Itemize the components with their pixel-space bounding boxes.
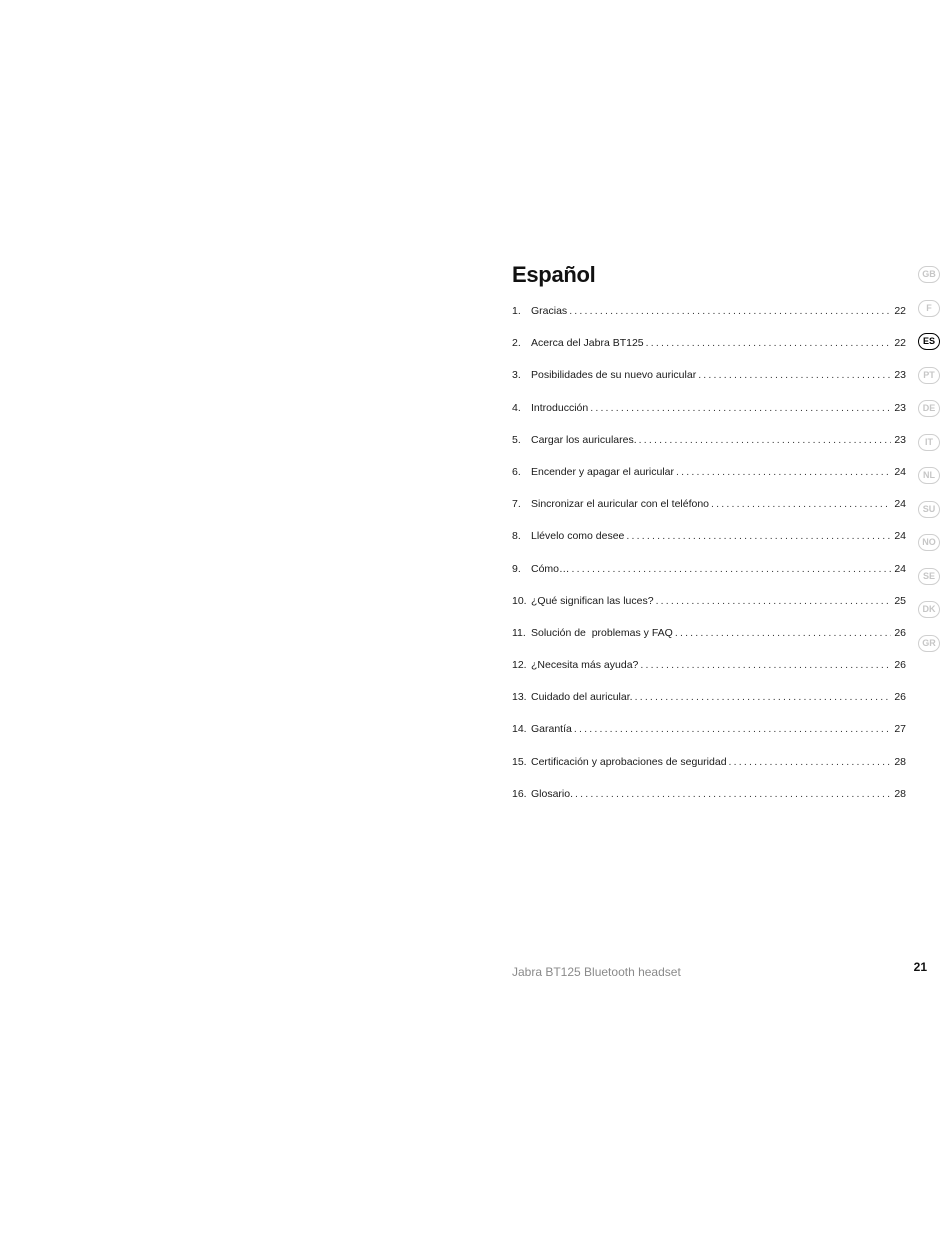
language-tab-no[interactable]: NO [918, 534, 940, 551]
dot-leader [572, 561, 891, 577]
toc-entry-number: 7. [512, 498, 521, 511]
dot-leader [640, 657, 891, 673]
language-tab-se[interactable]: SE [918, 568, 940, 585]
dot-leader [575, 786, 891, 802]
toc-entry-page: 22 [894, 305, 906, 317]
language-tab-dk[interactable]: DK [918, 601, 940, 618]
toc-entry-page: 26 [894, 626, 906, 639]
toc-entry-number: 14. [512, 723, 527, 736]
toc-entry[interactable] [512, 593, 906, 625]
toc-entry-title: ¿Necesita más ayuda? [531, 659, 639, 672]
toc-entry[interactable] [512, 625, 906, 657]
toc-entry-page: 26 [894, 691, 906, 704]
toc-entry-title: Llévelo como desee [531, 530, 625, 543]
toc-entry-number: 6. [512, 465, 521, 478]
toc-entry[interactable] [512, 657, 906, 689]
toc-entry-number: 12. [512, 659, 527, 672]
toc-entry-title: Acerca del Jabra BT125 [531, 337, 644, 350]
dot-leader [639, 432, 891, 448]
dot-leader [698, 367, 891, 383]
toc-entry-page: 24 [894, 498, 906, 511]
toc-entry-number: 13. [512, 691, 527, 704]
language-tab-gb[interactable]: GB [918, 266, 940, 283]
toc-entry[interactable] [512, 528, 906, 560]
dot-leader [590, 400, 891, 416]
toc-entry-number: 11. [512, 626, 526, 639]
toc-entry-title: Certificación y aprobaciones de seguridad [531, 755, 727, 768]
toc-entry-page: 27 [894, 723, 906, 736]
toc-entry-page: 26 [894, 659, 906, 672]
toc-entry-page: 24 [894, 530, 906, 543]
table-of-contents [512, 303, 906, 818]
language-tab-f[interactable]: F [918, 300, 940, 317]
toc-entry-title: Cuidado del auricular. [531, 691, 633, 704]
toc-entry-page: 24 [894, 465, 906, 478]
toc-entry-title: Cómo… [531, 562, 570, 575]
toc-entry[interactable] [512, 400, 906, 432]
toc-entry-title: Encender y apagar el auricular [531, 465, 675, 478]
page-number: 21 [913, 960, 927, 974]
toc-entry[interactable] [512, 689, 906, 721]
dot-leader [656, 593, 891, 609]
toc-entry-title: Introducción [531, 401, 589, 414]
toc-entry[interactable] [512, 367, 906, 399]
toc-entry-page: 24 [894, 562, 906, 575]
dot-leader [646, 335, 891, 351]
toc-entry-number: 1. [512, 305, 521, 317]
dot-leader [574, 721, 891, 737]
dot-leader [711, 496, 891, 512]
dot-leader [729, 754, 891, 770]
page-title: Español [512, 262, 596, 287]
toc-entry-page: 28 [894, 787, 906, 800]
dot-leader [635, 689, 891, 705]
toc-entry[interactable] [512, 432, 906, 464]
dot-leader [675, 625, 891, 641]
dot-leader [569, 303, 891, 319]
toc-entry-number: 10. [512, 594, 527, 607]
toc-entry-number: 5. [512, 433, 521, 446]
toc-entry-page: 23 [894, 433, 906, 446]
language-tab-gr[interactable]: GR [918, 635, 940, 652]
language-tab-su[interactable]: SU [918, 501, 940, 518]
toc-entry[interactable] [512, 464, 906, 496]
language-tab-pt[interactable]: PT [918, 367, 940, 384]
toc-entry[interactable] [512, 786, 906, 818]
dot-leader [676, 464, 891, 480]
toc-entry-number: 15. [512, 755, 527, 768]
toc-entry-page: 23 [894, 401, 906, 414]
toc-entry-number: 8. [512, 530, 521, 543]
language-tabs [918, 266, 942, 668]
toc-entry[interactable] [512, 496, 906, 528]
toc-entry-number: 4. [512, 401, 521, 414]
toc-entry[interactable] [512, 303, 906, 335]
toc-entry-number: 16. [512, 787, 527, 800]
language-tab-es[interactable]: ES [918, 333, 940, 350]
toc-entry-title: Cargar los auriculares. [531, 433, 637, 446]
toc-entry[interactable] [512, 335, 906, 367]
toc-entry-page: 22 [894, 337, 906, 350]
toc-entry-title: Sincronizar el auricular con el teléfono [531, 498, 710, 511]
language-tab-de[interactable]: DE [918, 400, 940, 417]
toc-entry-page: 23 [894, 369, 906, 382]
language-tab-it[interactable]: IT [918, 434, 940, 451]
language-tab-nl[interactable]: NL [918, 467, 940, 484]
toc-entry[interactable] [512, 561, 906, 593]
toc-entry-title: Posibilidades de su nuevo auricular [531, 369, 697, 382]
dot-leader [626, 528, 891, 544]
toc-entry[interactable] [512, 721, 906, 753]
toc-entry-title: Glosario. [531, 787, 574, 800]
toc-entry-number: 2. [512, 337, 521, 350]
toc-entry[interactable] [512, 754, 906, 786]
toc-entry-page: 28 [894, 755, 906, 768]
toc-entry-title: ¿Qué significan las luces? [531, 594, 654, 607]
toc-entry-title: Solución de problemas y FAQ [531, 626, 673, 639]
toc-entry-number: 3. [512, 369, 521, 382]
footer-product-title: Jabra BT125 Bluetooth headset [512, 965, 681, 979]
toc-entry-title: Gracias [531, 305, 568, 317]
toc-entry-page: 25 [894, 594, 906, 607]
toc-entry-title: Garantía [531, 723, 572, 736]
toc-entry-number: 9. [512, 562, 521, 575]
